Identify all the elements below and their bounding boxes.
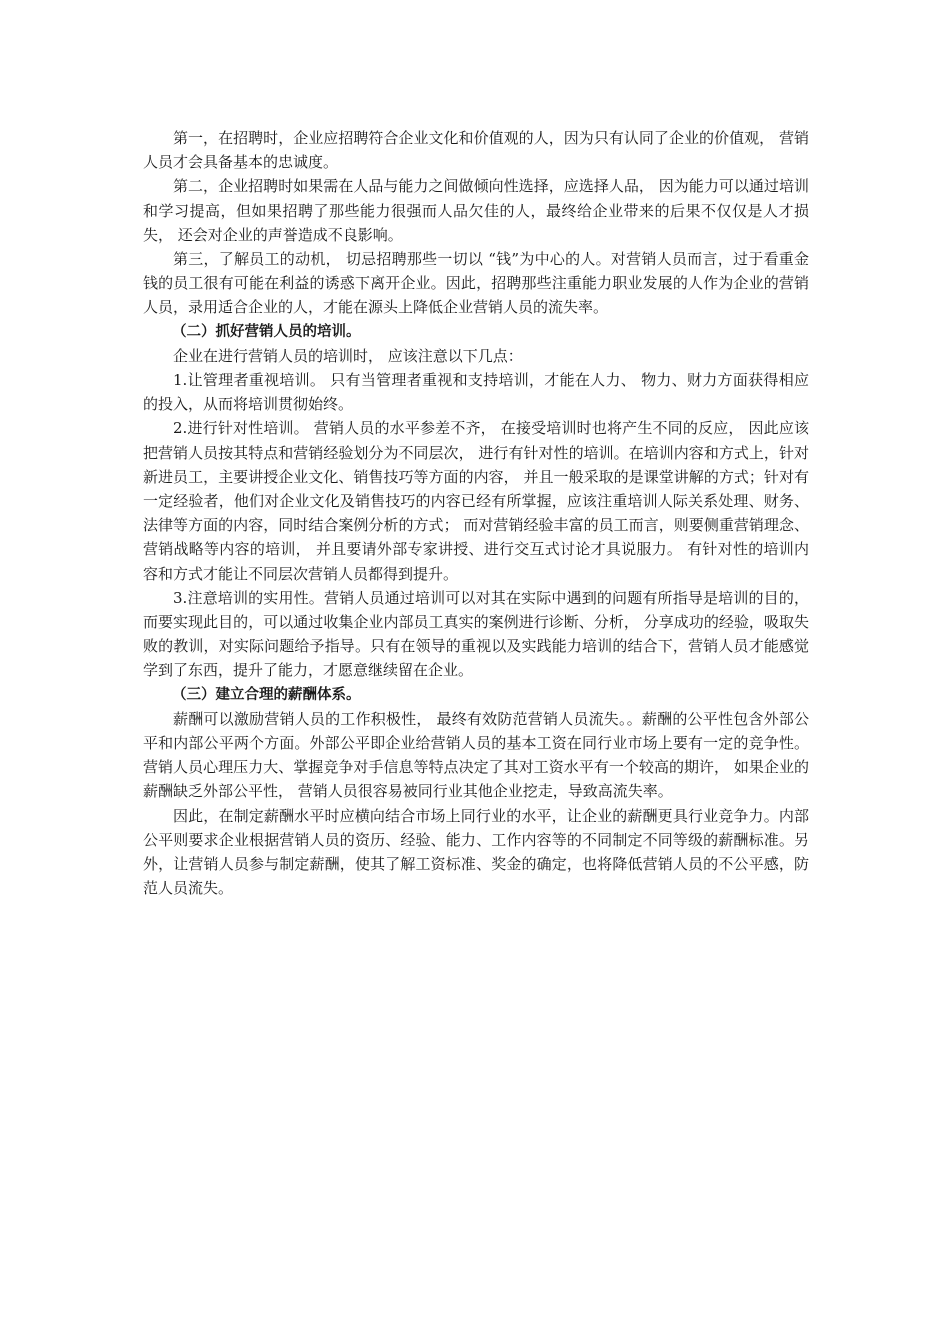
paragraph-training-point-1: 1.让管理者重视培训。 只有当管理者重视和支持培训，才能在人力、 物力、财力方面获得相应的投入，从而将培训贯彻始终。 — [143, 371, 809, 414]
section-heading-training: （二）抓好营销人员的培训。 — [172, 323, 361, 340]
paragraph-salary-fairness: 薪酬可以激励营销人员的工作积极性， 最终有效防范营销人员流失。。薪酬的公平性包含外部公平和内部公平两个方面。外部公平即企业给营销人员的基本工资在同行业市场上要有一定的竞争性。营销人员心理压力大、掌握竞争对手信息等特点决定了其对工资水平有一个较高的期许， 如果企业的薪酬缺乏外部公平性， 营销人员很容易被同行业其他企业挖走，导致高流失率。 — [143, 709, 809, 801]
paragraph-training-intro: 企业在进行营销人员的培训时， 应该注意以下几点： — [173, 346, 523, 365]
paragraph-recruit-motivation: 第三，了解员工的动机， 切忌招聘那些一切以 “钱”为中心的人。对营销人员而言，过于看重金钱的员工很有可能在利益的诱惑下离开企业。因此，招聘那些注重能力职业发展的人作为企业的营销人员，录用适合企业的人，才能在源头上降低企业营销人员的流失率。 — [143, 250, 809, 317]
paragraph-recruit-culture: 第一，在招聘时，企业应招聘符合企业文化和价值观的人，因为只有认同了企业的价值观， 营销人员才会具备基本的忠诚度。 — [143, 129, 809, 172]
paragraph-training-point-3: 3.注意培训的实用性。营销人员通过培训可以对其在实际中遇到的问题有所指导是培训的目的， 而要实现此目的，可以通过收集企业内部员工真实的案例进行诊断、分析， 分享成功的经验，吸取失败的教训，对实际问题给予指导。只有在领导的重视以及实践能力培训的结合下，营销人员才能感觉学到了东西，提升了能力，才愿意继续留在企业。 — [143, 588, 809, 680]
paragraph-salary-competitiveness: 因此，在制定薪酬水平时应横向结合市场上同行业的水平，让企业的薪酬更具行业竞争力。内部公平则要求企业根据营销人员的资历、经验、能力、工作内容等的不同制定不同等级的薪酬标准。另外，让营销人员参与制定薪酬，使其了解工资标准、奖金的确定，也将降低营销人员的不公平感，防范人员流失。 — [143, 806, 809, 898]
paragraph-training-point-2: 2.进行针对性培训。 营销人员的水平参差不齐， 在接受培训时也将产生不同的反应， 因此应该把营销人员按其特点和营销经验划分为不同层次， 进行有针对性的培训。在培训内容和方式上，针对新进员工，主要讲授企业文化、销售技巧等方面的内容， 并且一般采取的是课堂讲解的方式；针对有一定经验者，他们对企业文化及销售技巧的内容已经有所掌握，应该注重培训人际关系处理、财务、法律等方面的内容，同时结合案例分析的方式； 而对营销经验丰富的员工而言，则要侧重营销理念、营销战略等内容的培训， 并且要请外部专家讲授、进行交互式讨论才具说服力。 有针对性的培训内容和方式才能让不同层次营销人员都得到提升。 — [143, 419, 809, 583]
document-page — [143, 126, 809, 901]
paragraph-recruit-character: 第二，企业招聘时如果需在人品与能力之间做倾向性选择，应选择人品， 因为能力可以通过培训和学习提高，但如果招聘了那些能力很强而人品欠佳的人，最终给企业带来的后果不仅仅是人才损失， 还会对企业的声誉造成不良影响。 — [143, 177, 809, 244]
section-heading-salary: （三）建立合理的薪酬体系。 — [172, 686, 361, 703]
